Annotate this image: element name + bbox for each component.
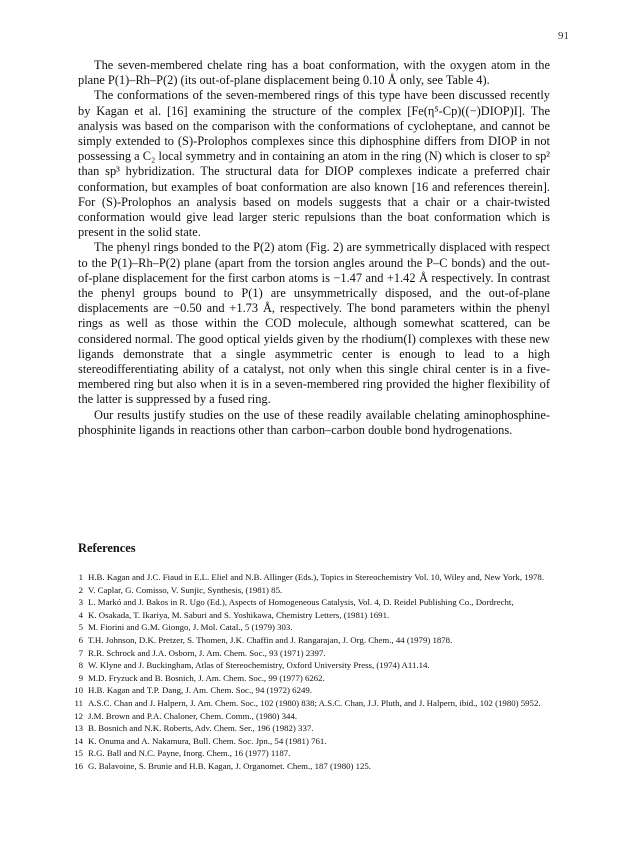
reference-item bbox=[72, 634, 550, 647]
page-number: 91 bbox=[558, 30, 569, 42]
reference-text: H.B. Kagan and J.C. Fiaud in E.L. Eliel and N.B. Allinger (Eds.), Topics in Stereochemistry Vol. 10, Wiley and, New York, 1978. bbox=[88, 572, 545, 582]
reference-number: 12 bbox=[74, 710, 83, 721]
reference-number: 14 bbox=[74, 735, 83, 746]
reference-number: 8 bbox=[78, 660, 83, 671]
reference-item bbox=[72, 647, 550, 660]
paragraph: The phenyl rings bonded to the P(2) atom (Fig. 2) are symmetrically displaced with respect to the P(1)–Rh–P(2) plane (apart from the torsion angles around the P–C bonds) and the out-of-plane displacement for the first carbon atoms is −1.47 and +1.42 Å respectively. In contrast the phenyl groups bound to P(1) are unsymmetrically disposed, and the out-of-plane displacements are −0.50 and +1.73 Å, respectively. The bond parameters within the phenyl rings as well as those within the COD molecule, although somewhat scattered, can be considered normal. The good optical yields given by the rhodium(I) complexes with these new ligands demonstrate that a single asymmetric center is enough to lead to a high stereodifferentiating ability of a catalyst, not only when this single chiral center is in a five-membered ring but also when it is in a seven-membered ring provided the higher flexibility of the latter is suppressed by a fused ring. bbox=[78, 240, 550, 407]
body-text bbox=[78, 58, 550, 438]
reference-number: 13 bbox=[74, 723, 83, 734]
reference-number: 16 bbox=[74, 760, 83, 771]
reference-text: T.H. Johnson, D.K. Pretzer, S. Thomen, J.K. Chaffin and J. Rangarajan, J. Org. Chem., 44 (1979) 1878. bbox=[88, 634, 453, 645]
paragraph: The seven-membered chelate ring has a boat conformation, with the oxygen atom in the plane P(1)–Rh–P(2) (its out-of-plane displacement being 0.10 Å only, see Table 4). bbox=[78, 58, 550, 88]
reference-number: 1 bbox=[78, 572, 83, 582]
references-heading: References bbox=[78, 541, 136, 555]
reference-text: A.S.C. Chan and J. Halpern, J. Am. Chem. Soc., 102 (1980) 838; A.S.C. Chan, J.J. Pluth, and J. Halpern, ibid., 102 (1980) 5952. bbox=[88, 697, 541, 708]
reference-text: M. Fiorini and G.M. Giongo, J. Mol. Catal., 5 (1979) 303. bbox=[88, 622, 293, 633]
reference-item bbox=[72, 697, 550, 710]
reference-item bbox=[72, 596, 550, 609]
paragraph: Our results justify studies on the use of these readily available chelating aminophosphine-phosphinite ligands in reactions other than carbon–carbon double bond hydrogenations. bbox=[78, 407, 550, 437]
reference-item bbox=[72, 684, 550, 697]
reference-number: 4 bbox=[78, 609, 83, 620]
reference-item bbox=[72, 760, 550, 773]
reference-text: B. Bosnich and N.K. Roberts, Adv. Chem. Ser., 196 (1982) 337. bbox=[88, 723, 314, 734]
reference-text: K. Onuma and A. Nakamura, Bull. Chem. Soc. Jpn., 54 (1981) 761. bbox=[88, 735, 327, 746]
reference-number: 7 bbox=[78, 647, 83, 658]
reference-number: 11 bbox=[74, 697, 83, 708]
reference-item bbox=[72, 747, 550, 760]
reference-number: 6 bbox=[78, 634, 83, 645]
reference-text: M.D. Fryzuck and B. Bosnich, J. Am. Chem. Soc., 99 (1977) 6262. bbox=[88, 672, 325, 683]
reference-text: H.B. Kagan and T.P. Dang, J. Am. Chem. Soc., 94 (1972) 6249. bbox=[88, 685, 312, 696]
reference-item bbox=[72, 659, 550, 672]
reference-number: 2 bbox=[78, 584, 83, 595]
reference-text: K. Osakada, T. Ikariya, M. Saburi and S. Yoshikawa, Chemistry Letters, (1981) 1691. bbox=[88, 609, 390, 620]
reference-item bbox=[72, 672, 550, 685]
reference-item bbox=[72, 710, 550, 723]
reference-text: L. Markó and J. Bakos in R. Ugo (Ed.), Aspects of Homogeneous Catalysis, Vol. 4, D. Reidel Publishing Co., Dordrecht, bbox=[88, 597, 514, 608]
reference-text: G. Balavoine, S. Brunie and H.B. Kagan, J. Organomet. Chem., 187 (1980) 125. bbox=[88, 760, 372, 771]
reference-text: W. Klyne and J. Buckingham, Atlas of Stereochemistry, Oxford University Press, (1974) A11.14. bbox=[88, 660, 430, 671]
reference-text: V. Caplar, G. Comisso, V. Sunjic, Synthesis, (1981) 85. bbox=[88, 584, 283, 595]
reference-item bbox=[72, 571, 550, 584]
reference-item bbox=[72, 621, 550, 634]
reference-list bbox=[72, 571, 550, 773]
reference-item bbox=[72, 722, 550, 735]
reference-item bbox=[72, 735, 550, 748]
reference-text: J.M. Brown and P.A. Chaloner, Chem. Comm., (1980) 344. bbox=[88, 710, 298, 721]
reference-text: R.R. Schrock and J.A. Osborn, J. Am. Chem. Soc., 93 (1971) 2397. bbox=[88, 647, 326, 658]
paragraph: The conformations of the seven-membered rings of this type have been discussed recently by Kagan et al. [16] examining the structure of the complex [Fe(η⁵-Cp)((−)DIOP)I]. The analysis was based on the comparison with the conformations of cycloheptane, and cannot be simply extended to (S)-Prolophos complexes since this diphosphine differs from DIOP in not possessing a C₂ local symmetry and in containing an atom in the ring (N) which is closer to sp² than sp³ hybridization. The structural data for DIOP complexes indicate a preferred chair conformation, but examples of boat conformation are also known [16 and references therein]. For (S)-Prolophos an analysis based on models suggests that a chair or a chair-twisted conformation would give lead larger steric repulsions than the boat conformation which is present in the solid state. bbox=[78, 88, 550, 240]
reference-item bbox=[72, 584, 550, 597]
reference-number: 15 bbox=[74, 748, 83, 759]
reference-number: 3 bbox=[78, 597, 83, 608]
reference-item bbox=[72, 609, 550, 622]
reference-number: 5 bbox=[78, 622, 83, 633]
reference-number: 10 bbox=[74, 685, 83, 696]
reference-text: R.G. Ball and N.C. Payne, Inorg. Chem., 16 (1977) 1187. bbox=[88, 748, 291, 759]
reference-number: 9 bbox=[78, 672, 83, 683]
